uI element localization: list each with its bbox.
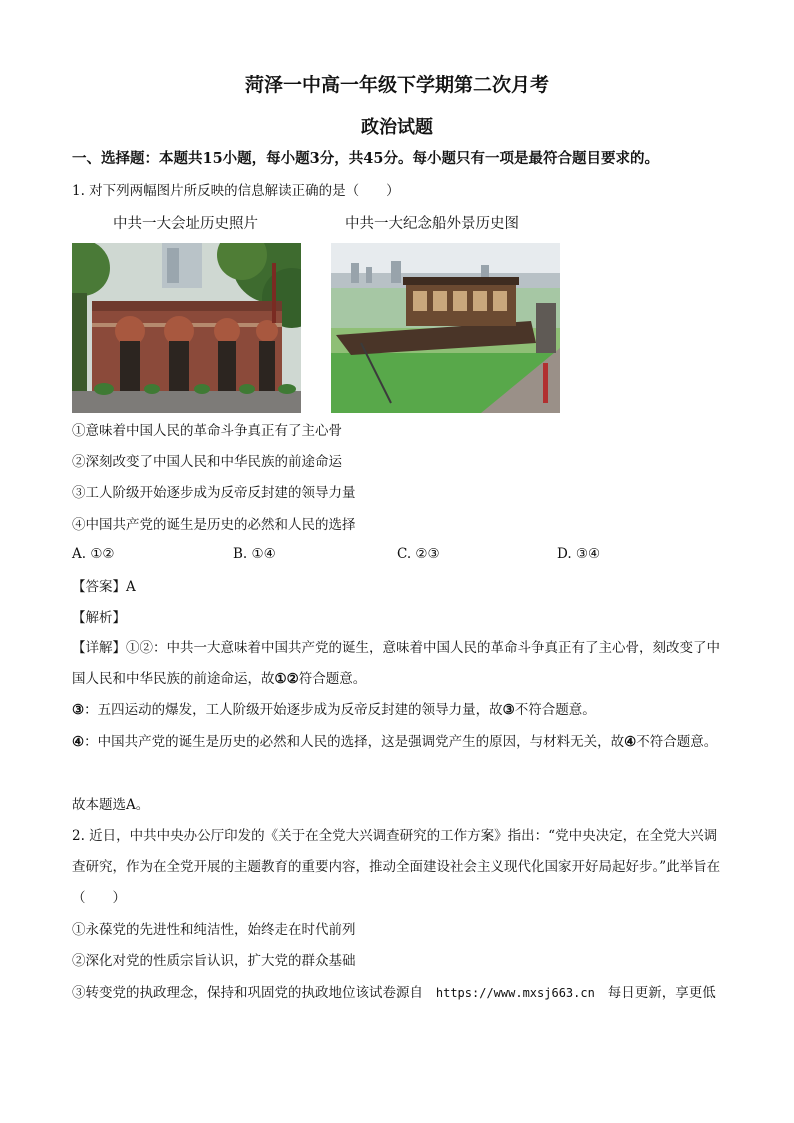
detail-2-marker: ③: [72, 702, 85, 718]
detail-2-text: ：五四运动的爆发，工人阶级开始逐步成为反帝反封建的领导力量，故: [84, 702, 503, 718]
q1-option-c: C. ②③: [397, 546, 440, 562]
q2-item-1: ①永葆党的先进性和纯洁性，始终走在时代前列: [72, 922, 356, 938]
q2-item-3: ③转变党的执政理念，保持和巩固党的执政地位该试卷源自: [72, 985, 423, 1001]
caption-left: 中共一大会址历史照片: [113, 216, 258, 232]
q2-item-2: ②深化对党的性质宗旨认识，扩大党的群众基础: [72, 953, 356, 969]
answer-line: [72, 577, 136, 597]
detail-3-text: ：中国共产党的诞生是历史的必然和人民的选择，这是强调党产生的原因，与材料无关，故: [84, 734, 625, 750]
question-1-stem: 1. 对下列两幅图片所反映的信息解读正确的是（ ）: [72, 183, 400, 199]
q1-option-b: B. ①④: [233, 546, 276, 562]
q1-item-1: ①意味着中国人民的革命斗争真正有了主心骨: [72, 423, 342, 439]
answer-value: A: [126, 579, 136, 595]
historic-site-photo: [72, 243, 301, 413]
memorial-boat-photo: [331, 243, 560, 413]
detail-2-ref: ③: [502, 702, 515, 718]
answer-label: 【答案】: [72, 579, 126, 595]
detail-paragraph-2: [72, 695, 724, 726]
q1-item-4: ④中国共产党的诞生是历史的必然和人民的选择: [72, 517, 356, 533]
question-2-stem: 2. 近日，中共中央办公厅印发的《关于在全党大兴调查研究的工作方案》指出：“党中央决定，在全党大兴调查研究，作为在全党开展的主题教育的重要内容，推动全面建设社会主义现代化国家开好局起好步。”此举旨在（ ）: [72, 828, 721, 906]
detail-1-ref: ①②: [274, 671, 299, 687]
detail-2-end: 不符合题意。: [514, 702, 596, 718]
page-title: 菏泽一中高一年级下学期第二次月考: [244, 74, 549, 96]
caption-right: 中共一大纪念船外景历史图: [345, 216, 519, 232]
section-heading: 一、选择题：本题共15小题，每小题3分，共45分。每小题只有一项是最符合题目要求的。: [72, 150, 659, 167]
detail-3-ref: ④: [624, 734, 637, 750]
conclusion: 故本题选A。: [72, 797, 150, 813]
analysis-label: 【解析】: [72, 610, 126, 626]
q1-option-a: A. ①②: [72, 546, 115, 562]
detail-1-end: 符合题意。: [298, 671, 367, 687]
q2-item-3-line: [72, 983, 716, 1003]
detail-1-text: ①②：中共一大意味着中国共产党的诞生，意味着中国人民的革命斗争真正有了主心骨，刻改变了中国人民和中华民族的前途命运，故: [72, 640, 720, 687]
page-subtitle: 政治试题: [361, 117, 433, 138]
source-link[interactable]: https://www.mxsj663.cn: [435, 986, 595, 1000]
footer-note: 每日更新，享更低: [607, 985, 716, 1001]
detail-label: 【详解】: [72, 640, 126, 656]
q1-option-d: D. ③④: [557, 546, 601, 562]
detail-paragraph-1: [72, 633, 724, 695]
detail-paragraph-3: [72, 727, 724, 758]
detail-3-marker: ④: [72, 734, 85, 750]
q1-item-3: ③工人阶级开始逐步成为反帝反封建的领导力量: [72, 485, 356, 501]
detail-3-end: 不符合题意。: [636, 734, 718, 750]
q1-item-2: ②深刻改变了中国人民和中华民族的前途命运: [72, 454, 342, 470]
